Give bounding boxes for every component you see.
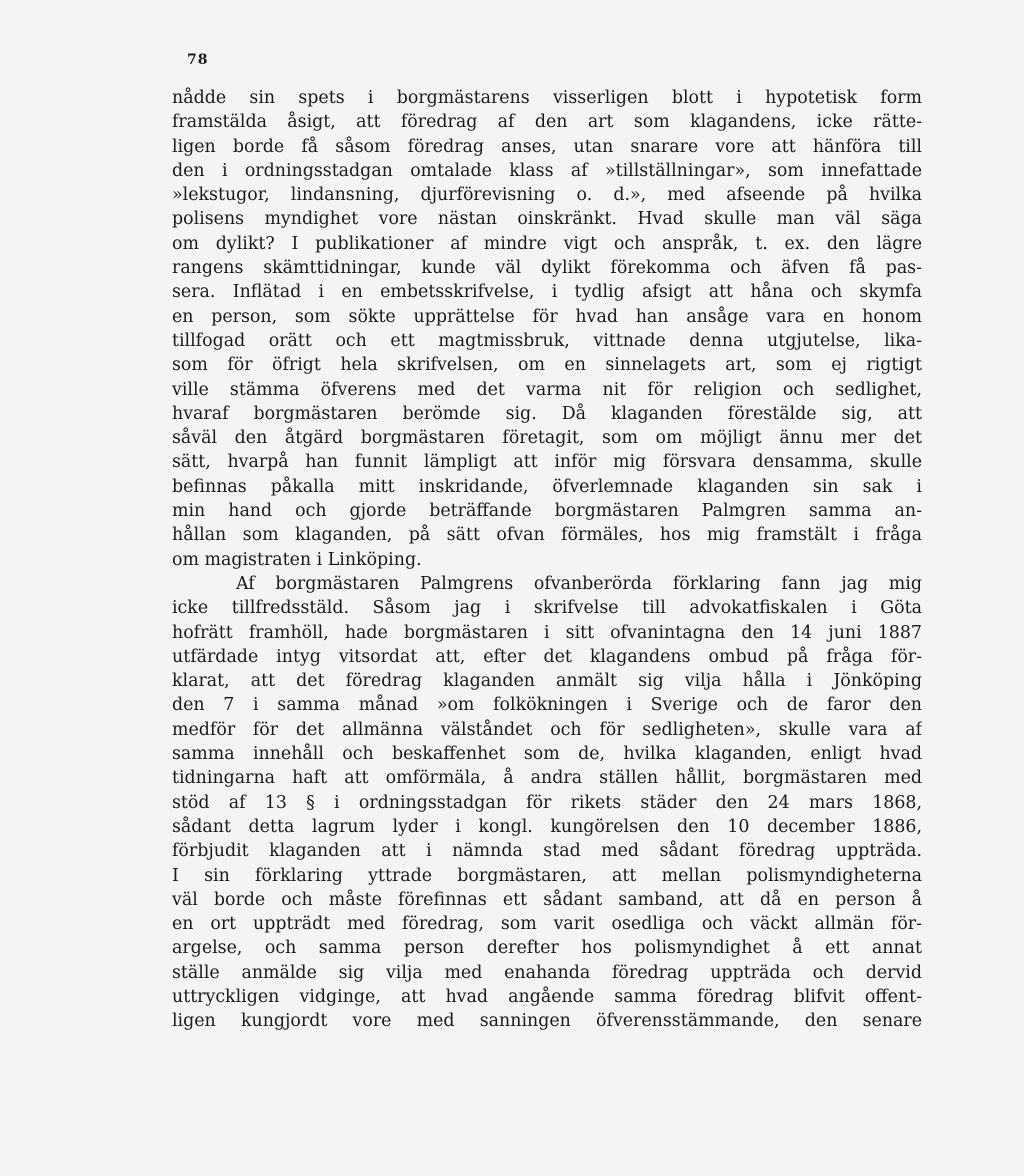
text-line: väl borde och måste förefinnas ett sådant samband, att då en person å <box>172 889 922 910</box>
body-text <box>172 86 922 1034</box>
text-line: förbjudit klaganden att i nämnda stad med sådant föredrag uppträda. <box>172 841 922 862</box>
text-line: polisens myndighet vore nästan oinskränkt. Hvad skulle man väl säga <box>172 209 922 230</box>
text-line: ligen borde få såsom föredrag anses, utan snarare vore att hänföra till <box>172 136 922 157</box>
text-line: stöd af 13 § i ordningsstadgan för rikets städer den 24 mars 1868, <box>172 792 922 813</box>
text-line: hofrätt framhöll, hade borgmästaren i sitt ofvanintagna den 14 juni 1887 <box>172 622 922 643</box>
text-line: rangens skämttidningar, kunde väl dylikt förekomma och äfven få pas- <box>172 258 922 279</box>
text-line: som för öfrigt hela skrifvelsen, om en sinnelagets art, som ej rigtigt <box>172 355 922 376</box>
text-line: en person, som sökte upprättelse för hvad han ansåge vara en honom <box>172 306 922 327</box>
text-line: tidningarna haft att omförmäla, å andra ställen hållit, borgmästaren med <box>172 768 922 789</box>
text-line: om magistraten i Linköping. <box>172 549 422 570</box>
text-line: Af borgmästaren Palmgrens ofvanberörda förklaring fann jag mig <box>236 573 922 594</box>
text-line: sådant detta lagrum lyder i kongl. kungörelsen den 10 december 1886, <box>172 816 922 837</box>
page-number: 78 <box>187 52 209 68</box>
text-line: ställe anmälde sig vilja med enahanda föredrag uppträda och dervid <box>172 962 922 983</box>
text-line: icke tillfredsstäld. Såsom jag i skrifvelse till advokatfiskalen i Göta <box>172 598 922 619</box>
text-line: ville stämma öfverens med det varma nit för religion och sedlighet, <box>172 379 922 400</box>
text-line: »lekstugor, lindansning, djurförevisning o. d.», med afseende på hvilka <box>172 185 922 206</box>
text-line: sätt, hvarpå han funnit lämpligt att inför mig försvara densamma, skulle <box>172 452 922 473</box>
text-line: ligen kungjordt vore med sanningen öfverensstämmande, den senare <box>172 1011 922 1032</box>
text-line: den i ordningsstadgan omtalade klass af »tillställningar», som innefattade <box>172 160 922 181</box>
text-line: sera. Inflätad i en embetsskrifvelse, i tydlig afsigt att håna och skymfa <box>172 282 922 303</box>
text-line: hvaraf borgmästaren berömde sig. Då klaganden förestälde sig, att <box>172 403 922 424</box>
text-line: I sin förklaring yttrade borgmästaren, att mellan polismyndigheterna <box>172 865 922 886</box>
text-line: utfärdade intyg vitsordat att, efter det klagandens ombud på fråga för- <box>172 646 922 667</box>
text-line: tillfogad orätt och ett magtmissbruk, vittnade denna utgjutelse, lika- <box>172 330 922 351</box>
text-line: medför för det allmänna välståndet och för sedligheten», skulle vara af <box>172 719 922 740</box>
text-line: min hand och gjorde beträffande borgmästaren Palmgren samma an- <box>172 501 922 522</box>
text-line: hållan som klaganden, på sätt ofvan förmäles, hos mig framstält i fråga <box>172 525 922 546</box>
text-line: samma innehåll och beskaffenhet som de, hvilka klaganden, enligt hvad <box>172 744 922 765</box>
text-line: såväl den åtgärd borgmästaren företagit, som om möjligt ännu mer det <box>172 428 922 449</box>
text-line: befinnas påkalla mitt inskridande, öfverlemnade klaganden sin sak i <box>172 476 922 497</box>
text-line: klarat, att det föredrag klaganden anmält sig vilja hålla i Jönköping <box>172 671 922 692</box>
text-line: den 7 i samma månad »om folkökningen i Sverige och de faror den <box>172 695 922 716</box>
text-line: framstälda åsigt, att föredrag af den art som klagandens, icke rätte- <box>172 112 922 133</box>
text-line: en ort uppträdt med föredrag, som varit osedliga och väckt allmän för- <box>172 914 922 935</box>
text-line: nådde sin spets i borgmästarens visserligen blott i hypotetisk form <box>172 88 922 108</box>
text-line: uttryckligen vidginge, att hvad angående samma föredrag blifvit offent- <box>172 986 922 1007</box>
text-line: om dylikt? I publikationer af mindre vigt och anspråk, t. ex. den lägre <box>172 233 922 254</box>
text-line: argelse, och samma person derefter hos polismyndighet å ett annat <box>172 938 922 959</box>
